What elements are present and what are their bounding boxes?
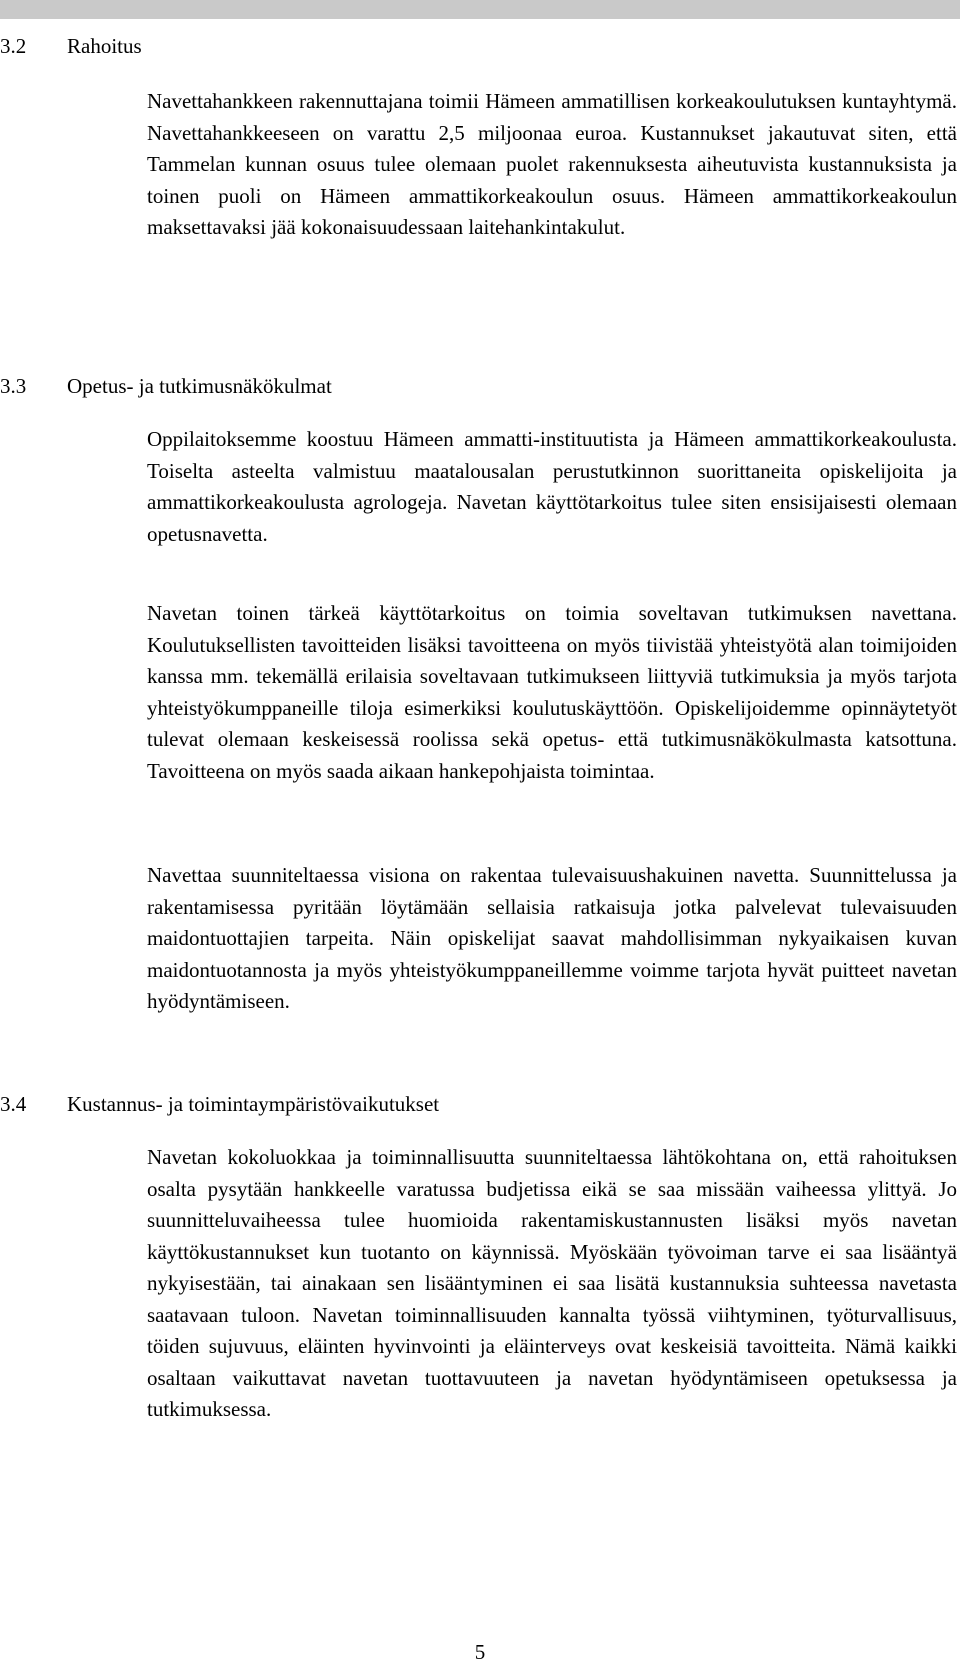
paragraph-rahoitus: Navettahankkeen rakennuttajana toimii Hämeen ammatillisen korkeakoulutuksen kuntayhtymä. Navettahankkeeseen on varattu 2,5 miljoonaa euroa. Kustannukset jakautuvat siten, että Tammelan kunnan osuus tulee olemaan puolet rakennuksesta aiheutuvista kustannuksista ja toinen puoli on Hämeen ammattikorkeakoulun osuus. Hämeen ammattikorkeakoulun maksettavaksi jää kokonaisuudessaan laitehankintakulut.	[147, 89, 957, 239]
section-number: 3.4	[0, 1092, 27, 1116]
paragraph-opetus-3: Navettaa suunniteltaessa visiona on rakentaa tulevaisuushakuinen navetta. Suunnittelussa ja rakentamisessa pyritään löytämään sellaisia ratkaisuja jotka palvelevat tulevaisuuden maidontuottajien tarpeita. Näin opiskelijat saavat mahdollisimman nykyaikaisen kuvan maidontuotannosta ja myös yhteistyökumppaneillemme voimme tarjota hyvät puitteet navetan hyödyntämiseen.	[147, 863, 957, 1013]
paragraph-opetus-2: Navetan toinen tärkeä käyttötarkoitus on toimia soveltavan tutkimuksen navettana. Koulutuksellisten tavoitteiden lisäksi tavoitteena on myös tiivistää yhteistyötä alan toimijoiden kanssa mm. tekemällä erilaisia soveltavaan tutkimukseen liittyviä tutkimuksia ja myös tarjota yhteistyökumppaneille tiloja esimerkiksi koulutuskäyttöön. Opiskelijoidemme opinnäytetyöt tulevat olemaan keskeisessä roolissa sekä opetus- että tutkimusnäkökulmasta katsottuna. Tavoitteena on myös saada aikaan hankepohjaista toimintaa.	[147, 601, 957, 783]
section-number: 3.3	[0, 374, 27, 398]
section-heading-3-2	[0, 32, 142, 60]
paragraph-kustannus: Navetan kokoluokkaa ja toiminnallisuutta suunniteltaessa lähtökohtana on, että rahoituksen osalta pysytään hankkeelle varatussa budjetissa eikä se saa missään vaiheessa ylittyä. Jo suunnitteluvaiheessa tulee huomioida rakentamiskustannusten lisäksi myös navetan käyttökustannukset kun tuotanto on käynnissä. Myöskään työvoiman tarve ei saa lisääntyä nykyisestään, tai ainakaan sen lisääntyminen ei saa lisätä kustannuksia suhteessa navetasta saatavaan tuloon. Navetan toiminnallisuuden kannalta työssä viihtyminen, työturvallisuus, töiden sujuvuus, eläinten hyvinvointi ja eläinterveys ovat keskeisiä tavoitteita. Nämä kaikki osaltaan vaikuttavat navetan tuottavuuteen ja navetan hyödyntämiseen opetuksessa ja tutkimuksessa.	[147, 1145, 957, 1421]
section-title: Kustannus- ja toimintaympäristövaikutukset	[67, 1092, 440, 1116]
section-number: 3.2	[0, 34, 27, 58]
section-title: Opetus- ja tutkimusnäkökulmat	[67, 374, 332, 398]
section-heading-3-3	[0, 372, 332, 400]
page-number: 5	[474, 1640, 486, 1664]
header-rule	[0, 0, 960, 19]
section-heading-3-4	[0, 1090, 439, 1118]
section-title: Rahoitus	[67, 34, 142, 58]
paragraph-opetus-1: Oppilaitoksemme koostuu Hämeen ammatti-instituutista ja Hämeen ammattikorkeakoulusta. Toiselta asteelta valmistuu maatalousalan perustutkinnon suorittaneita opiskelijoita ja ammattikorkeakoulusta agrologeja. Navetan käyttötarkoitus tulee siten ensisijaisesti olemaan opetusnavetta.	[147, 427, 957, 546]
